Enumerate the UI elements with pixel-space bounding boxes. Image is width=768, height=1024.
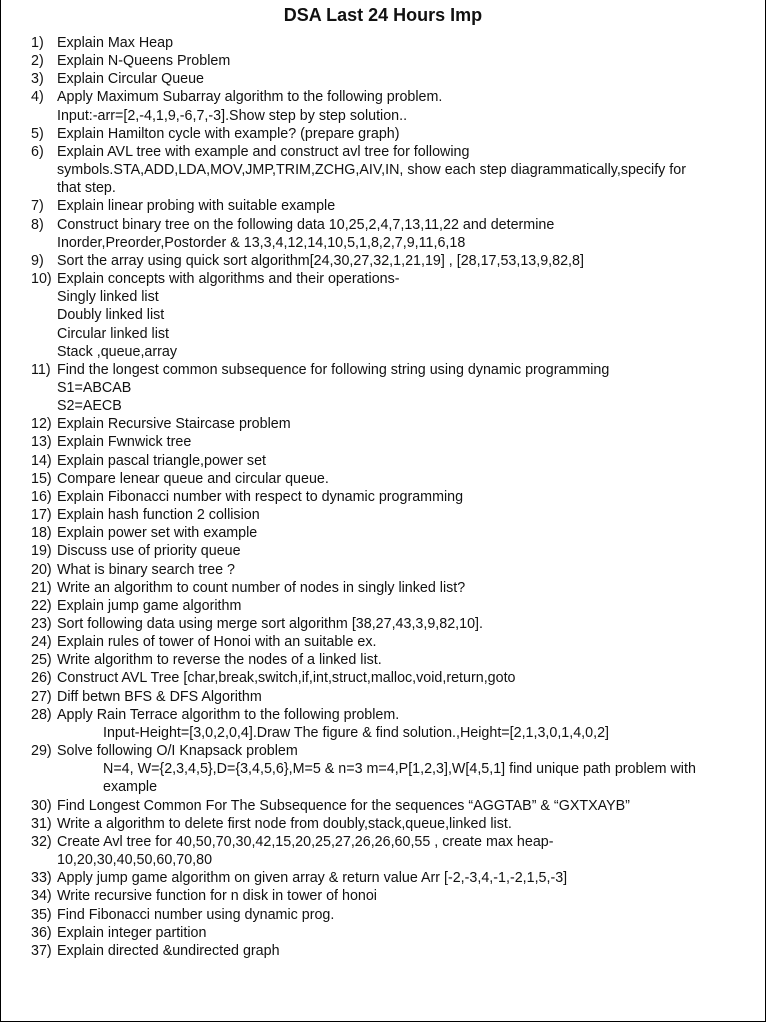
question-number: 31) [31, 815, 52, 832]
question-line: Explain AVL tree with example and construct avl tree for following [57, 143, 470, 160]
question-text [57, 924, 751, 942]
question-line: Doubly linked list [57, 307, 165, 324]
question-text [57, 561, 751, 579]
question-number: 29) [31, 743, 52, 760]
question-line: that step. [57, 180, 116, 197]
question-number: 9) [31, 252, 44, 269]
question-line: Explain integer partition [57, 924, 207, 941]
question-item [31, 70, 751, 88]
question-item [31, 361, 751, 415]
question-text [57, 869, 751, 887]
question-text [57, 452, 751, 470]
question-text [57, 815, 751, 833]
question-item [31, 633, 751, 651]
question-line: S2=AECB [57, 398, 122, 415]
question-line: Write algorithm to reverse the nodes of a linked list. [57, 652, 382, 669]
question-item [31, 869, 751, 887]
question-list [1, 34, 765, 960]
question-text [57, 669, 751, 687]
question-number: 35) [31, 906, 52, 923]
question-indented-line: Input-Height=[3,0,2,0,4].Draw The figure & find solution.,Height=[2,1,3,0,1,4,0,2] [103, 724, 610, 741]
question-number: 24) [31, 634, 52, 651]
question-number: 30) [31, 797, 52, 814]
question-line: Apply Maximum Subarray algorithm to the following problem. [57, 89, 443, 106]
question-item [31, 597, 751, 615]
question-item [31, 579, 751, 597]
question-item [31, 924, 751, 942]
question-number: 28) [31, 706, 52, 723]
question-number: 5) [31, 125, 44, 142]
question-item [31, 52, 751, 70]
question-text [57, 34, 751, 52]
question-number: 13) [31, 434, 52, 451]
question-line: Explain directed &undirected graph [57, 942, 280, 959]
question-item [31, 34, 751, 52]
question-text [57, 887, 751, 905]
question-text [57, 415, 751, 433]
question-line: Explain jump game algorithm [57, 597, 242, 614]
question-number: 17) [31, 507, 52, 524]
question-number: 21) [31, 579, 52, 596]
question-line: Explain Recursive Staircase problem [57, 416, 291, 433]
question-line: Construct AVL Tree [char,break,switch,if,int,struct,malloc,void,return,goto [57, 670, 516, 687]
question-line: Write an algorithm to count number of nodes in singly linked list? [57, 579, 466, 596]
question-line: Explain pascal triangle,power set [57, 452, 267, 469]
question-number: 2) [31, 53, 44, 70]
question-number: 8) [31, 216, 44, 233]
question-item [31, 216, 751, 252]
question-item [31, 906, 751, 924]
question-line: Sort following data using merge sort algorithm [38,27,43,3,9,82,10]. [57, 616, 483, 632]
question-text [57, 216, 751, 252]
question-item [31, 669, 751, 687]
question-text [57, 706, 751, 742]
question-number: 22) [31, 597, 52, 614]
question-line: Find the longest common subsequence for following string using dynamic programming [57, 361, 610, 378]
question-line: Write recursive function for n disk in tower of honoi [57, 888, 377, 905]
question-number: 23) [31, 616, 52, 632]
question-number: 19) [31, 543, 52, 560]
question-item [31, 488, 751, 506]
question-number: 32) [31, 833, 52, 850]
question-item [31, 452, 751, 470]
question-number: 16) [31, 488, 52, 505]
question-line: Apply Rain Terrace algorithm to the following problem. [57, 706, 400, 723]
question-line: Find Fibonacci number using dynamic prog. [57, 906, 335, 923]
question-text [57, 742, 751, 796]
question-number: 12) [31, 416, 52, 433]
question-line: Write a algorithm to delete first node from doubly,stack,queue,linked list. [57, 815, 512, 832]
question-text [57, 470, 751, 488]
question-number: 36) [31, 924, 52, 941]
question-line: Inorder,Preorder,Postorder & 13,3,4,12,14,10,5,1,8,2,7,9,11,6,18 [57, 234, 466, 251]
question-number: 37) [31, 942, 52, 959]
question-line: Stack ,queue,array [57, 343, 178, 360]
question-number: 4) [31, 89, 44, 106]
question-item [31, 742, 751, 796]
question-item [31, 815, 751, 833]
question-number: 34) [31, 888, 52, 905]
question-line: Explain Fwnwick tree [57, 434, 192, 451]
question-number: 1) [31, 35, 44, 51]
question-text [57, 688, 751, 706]
question-line: S1=ABCAB [57, 379, 132, 396]
question-text [57, 942, 751, 960]
question-line: Sort the array using quick sort algorithm[24,30,27,32,1,21,19] , [28,17,53,13,9,82,8] [57, 252, 584, 269]
question-line: Explain linear probing with suitable example [57, 198, 336, 215]
question-item [31, 252, 751, 270]
question-line: Explain N-Queens Problem [57, 53, 231, 70]
question-text [57, 252, 751, 270]
question-item [31, 197, 751, 215]
question-line: Discuss use of priority queue [57, 543, 241, 560]
question-item [31, 270, 751, 361]
question-indented-line: N=4, W={2,3,4,5},D={3,4,5,6},M=5 & n=3 m=4,P[1,2,3],W[4,5,1] find unique path problem with [103, 761, 696, 778]
question-item [31, 561, 751, 579]
question-item [31, 415, 751, 433]
question-number: 18) [31, 525, 52, 542]
question-text [57, 506, 751, 524]
question-line: What is binary search tree ? [57, 561, 235, 578]
question-item [31, 524, 751, 542]
question-text [57, 542, 751, 560]
question-line: symbols.STA,ADD,LDA,MOV,JMP,TRIM,ZCHG,AIV,IN, show each step diagrammatically,specify for [57, 162, 686, 179]
question-text [57, 651, 751, 669]
page-title: DSA Last 24 Hours Imp [283, 5, 483, 25]
question-text [57, 906, 751, 924]
question-line: Diff betwn BFS & DFS Algorithm [57, 688, 262, 705]
question-number: 33) [31, 870, 52, 887]
question-text [57, 433, 751, 451]
question-item [31, 88, 751, 124]
question-line: Explain hash function 2 collision [57, 507, 260, 524]
question-line: Explain Hamilton cycle with example? (prepare graph) [57, 125, 400, 142]
question-text [57, 633, 751, 651]
question-text [57, 833, 751, 869]
question-text [57, 524, 751, 542]
question-line: Input:-arr=[2,-4,1,9,-6,7,-3].Show step by step solution.. [57, 107, 408, 124]
question-number: 20) [31, 561, 52, 578]
question-number: 7) [31, 198, 44, 215]
question-item [31, 125, 751, 143]
question-line: Explain Fibonacci number with respect to dynamic programming [57, 488, 464, 505]
question-line: Singly linked list [57, 289, 159, 306]
question-line: Explain Max Heap [57, 35, 174, 51]
question-item [31, 651, 751, 669]
question-line: 10,20,30,40,50,60,70,80 [57, 852, 213, 869]
question-number: 27) [31, 688, 52, 705]
question-number: 6) [31, 143, 44, 160]
question-indented-line: example [103, 779, 158, 796]
question-line: Compare lenear queue and circular queue. [57, 470, 329, 487]
question-line: Explain Circular Queue [57, 71, 205, 88]
question-text [57, 488, 751, 506]
question-line: Construct binary tree on the following data 10,25,2,4,7,13,11,22 and determine [57, 216, 555, 233]
question-number: 11) [31, 361, 51, 378]
question-text [57, 125, 751, 143]
question-number: 15) [31, 470, 52, 487]
question-item [31, 542, 751, 560]
question-text [57, 361, 751, 415]
question-item [31, 942, 751, 960]
question-number: 14) [31, 452, 52, 469]
question-line: Solve following O/I Knapsack problem [57, 743, 298, 760]
question-item [31, 470, 751, 488]
question-text [57, 70, 751, 88]
question-number: 10) [31, 271, 52, 288]
question-line: Create Avl tree for 40,50,70,30,42,15,20,25,27,26,26,60,55 , create max heap- [57, 833, 554, 850]
question-item [31, 506, 751, 524]
question-item [31, 615, 751, 633]
question-number: 25) [31, 652, 52, 669]
question-item [31, 833, 751, 869]
question-number: 26) [31, 670, 52, 687]
question-text [57, 597, 751, 615]
question-number: 3) [31, 71, 44, 88]
question-text [57, 615, 751, 633]
question-item [31, 143, 751, 197]
question-line: Circular linked list [57, 325, 170, 342]
question-text [57, 270, 751, 361]
question-line: Explain rules of tower of Honoi with an suitable ex. [57, 634, 377, 651]
question-line: Find Longest Common For The Subsequence for the sequences “AGGTAB” & “GXTXAYB” [57, 797, 630, 814]
question-text [57, 88, 751, 124]
question-text [57, 579, 751, 597]
question-text [57, 797, 751, 815]
question-item [31, 688, 751, 706]
question-line: Apply jump game algorithm on given array & return value Arr [-2,-3,4,-1,-2,1,5,-3] [57, 870, 568, 887]
question-text [57, 197, 751, 215]
question-line: Explain power set with example [57, 525, 258, 542]
question-item [31, 887, 751, 905]
question-item [31, 706, 751, 742]
question-item [31, 797, 751, 815]
question-text [57, 52, 751, 70]
question-item [31, 433, 751, 451]
question-text [57, 143, 751, 197]
question-line: Explain concepts with algorithms and their operations- [57, 271, 400, 288]
